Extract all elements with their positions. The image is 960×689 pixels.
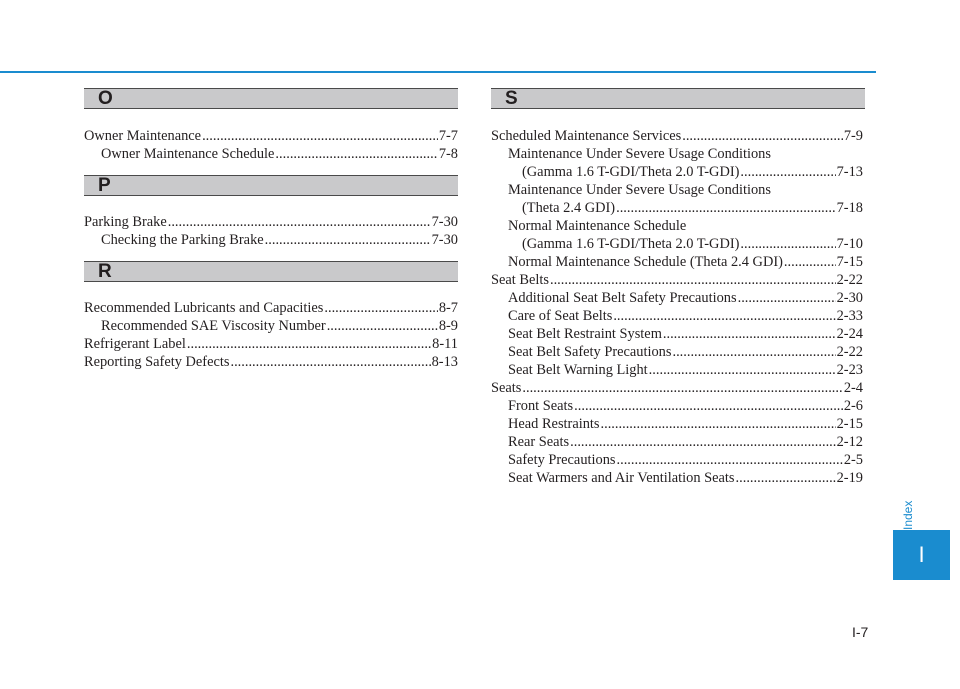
- index-letter-tab: I: [893, 530, 950, 580]
- index-entry: Recommended SAE Viscosity Number ..... 8-9: [101, 317, 458, 335]
- index-entry: Parking Brake ..... 7-30: [84, 213, 458, 231]
- index-entry: Safety Precautions ..... 2-5: [508, 451, 863, 469]
- index-entry: Reporting Safety Defects ..... 8-13: [84, 353, 458, 371]
- index-entry: Maintenance Under Severe Usage Conditions: [508, 182, 771, 198]
- index-entry: Refrigerant Label ..... 8-11: [84, 335, 458, 353]
- index-entry: Front Seats ..... 2-6: [508, 397, 863, 415]
- index-entry: Normal Maintenance Schedule (Theta 2.4 GDI) ..... 7-15: [508, 253, 863, 271]
- index-entry: (Gamma 1.6 T-GDI/Theta 2.0 T-GDI) ..... 7-13: [522, 163, 863, 181]
- index-entry: Seat Belts ..... 2-22: [491, 271, 863, 289]
- top-rule: [0, 71, 876, 73]
- index-entry: Seats ..... 2-4: [491, 379, 863, 397]
- section-letter-p: P: [98, 175, 111, 196]
- index-side-label: Index: [901, 500, 915, 530]
- index-entry: Scheduled Maintenance Services ..... 7-9: [491, 127, 863, 145]
- index-entry: Owner Maintenance Schedule ..... 7-8: [101, 145, 458, 163]
- section-header-o: [84, 88, 458, 109]
- index-entry: (Theta 2.4 GDI) ..... 7-18: [522, 199, 863, 217]
- index-entry: Care of Seat Belts ..... 2-33: [508, 307, 863, 325]
- section-header-s: [491, 88, 865, 109]
- index-entry: Maintenance Under Severe Usage Conditions: [508, 146, 771, 162]
- index-entry: (Gamma 1.6 T-GDI/Theta 2.0 T-GDI) ..... 7-10: [522, 235, 863, 253]
- index-entry: Seat Belt Warning Light ..... 2-23: [508, 361, 863, 379]
- section-letter-r: R: [98, 261, 112, 282]
- index-entry: Seat Warmers and Air Ventilation Seats ..... 2-19: [508, 469, 863, 487]
- section-header-p: [84, 175, 458, 196]
- index-entry: Owner Maintenance ..... 7-7: [84, 127, 458, 145]
- index-entry: Normal Maintenance Schedule: [508, 218, 687, 234]
- index-entry: Seat Belt Safety Precautions ..... 2-22: [508, 343, 863, 361]
- index-entry: Recommended Lubricants and Capacities ..... 8-7: [84, 299, 458, 317]
- index-entry: Seat Belt Restraint System ..... 2-24: [508, 325, 863, 343]
- section-header-r: [84, 261, 458, 282]
- index-entry: Additional Seat Belt Safety Precautions ..... 2-30: [508, 289, 863, 307]
- section-letter-o: O: [98, 88, 113, 109]
- page-number: I-7: [852, 624, 869, 640]
- index-entry: Head Restraints ..... 2-15: [508, 415, 863, 433]
- index-entry: Rear Seats ..... 2-12: [508, 433, 863, 451]
- section-letter-s: S: [505, 88, 518, 109]
- index-entry: Checking the Parking Brake ..... 7-30: [101, 231, 458, 249]
